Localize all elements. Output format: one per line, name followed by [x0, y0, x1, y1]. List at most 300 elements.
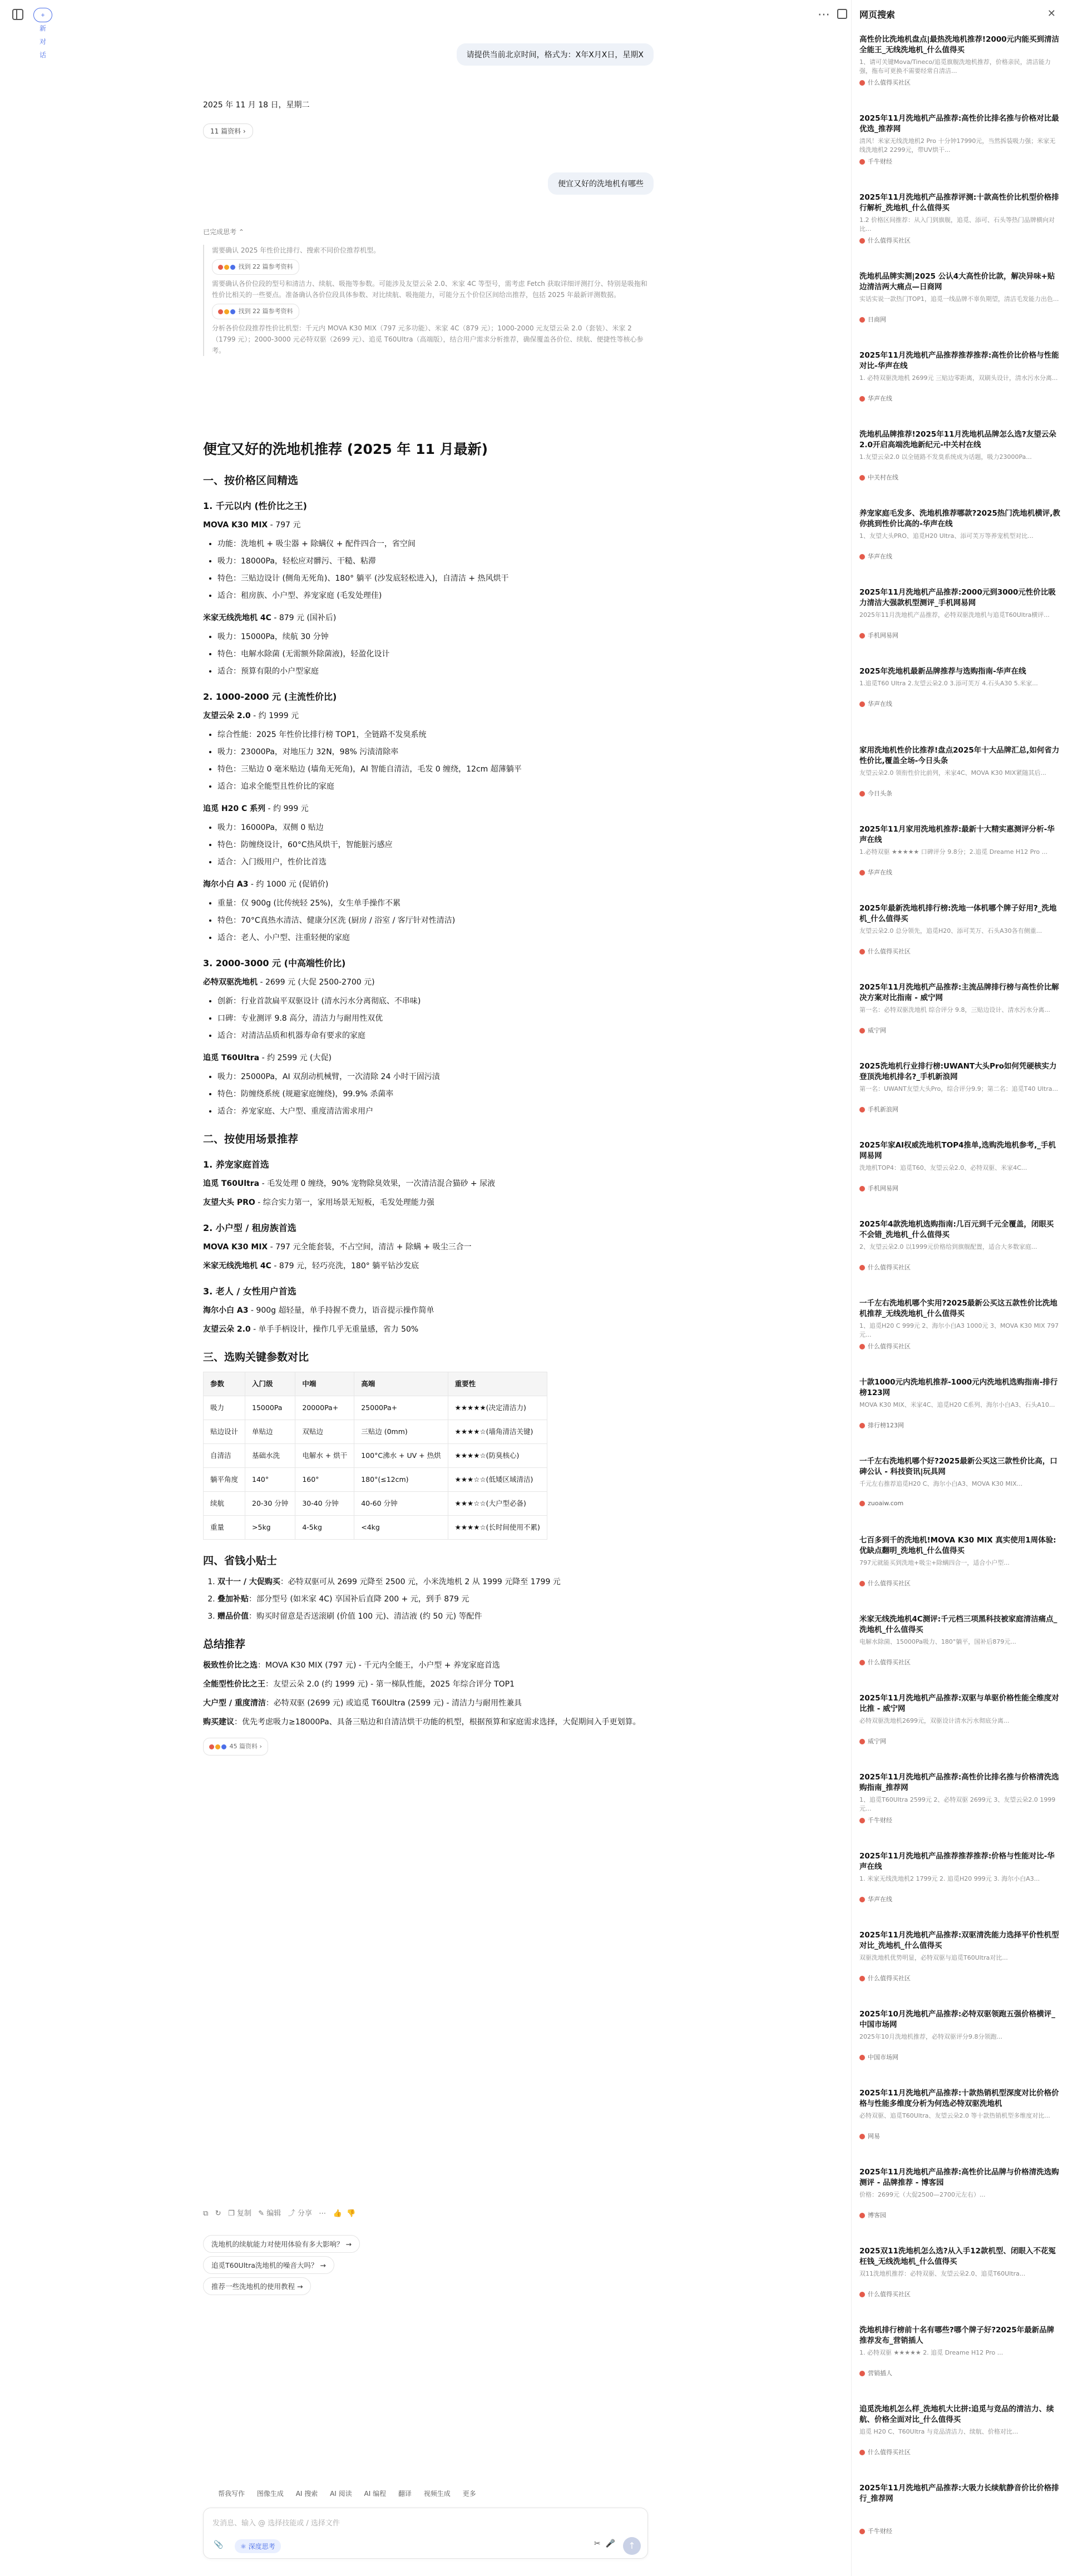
scenario-text: - 879 元，轻巧亮洗，180° 躺平钻沙发底 [271, 1262, 419, 1270]
message-input[interactable]: 发消息、输入 @ 选择技能或 / 选择文件 [212, 2519, 340, 2528]
result-title[interactable]: 2025年11月洗地机产品推荐:十款热销机型深度对比价格价格与性能多维度分析为何选必特双驱洗地机 [859, 2089, 1059, 2108]
summary-text: ：优先考虑吸力≥18000Pa、具备三贴边和自清洁烘干功能的机型，根据预算和家庭需求选择，大促期间入手更划算。 [234, 1718, 641, 1727]
feature-item: • 重量：仅 900g (比传统轻 25%)，女生单手操作不累 [217, 897, 654, 910]
share-icon: ⤴ [288, 2209, 295, 2218]
suggestion-chip[interactable] [203, 2256, 334, 2274]
summary-text: ：必特双驱 (2699 元) 或追觅 T60Ultra (2599 元) - 清洁力与耐用性兼具 [265, 1699, 522, 1708]
result-title[interactable]: 2025年4款洗地机选购指南:几百元到千元全覆盖，闭眼买不会错_洗地机_什么值得买 [859, 1220, 1054, 1239]
source-dot [218, 265, 223, 270]
thinking-text: 分析各价位段推荐性价比机型：千元内 MOVA K30 MIX（797 元多功能）、米家 4C（879 元）；1000-2000 元友望云朵 2.0（套装）、米家 2（1799 元）；2000-3000 元必特双驱（2699 元）、追觅 T60Ultra（高端版），结合用户需求分析推荐，确保覆盖各价位、续航、便捷性等核心参考。 [212, 324, 644, 354]
result-title[interactable]: 2025年11月洗地机产品推荐推荐推荐:价格与性能对比-华声在线 [859, 1852, 1055, 1871]
sources-chip[interactable]: 11 篇资料 › [203, 123, 253, 139]
product-line [203, 878, 654, 891]
scissors-icon[interactable]: ✂ [594, 2539, 601, 2548]
deep-think-toggle[interactable] [235, 2539, 281, 2553]
result-title[interactable]: 2025年11月洗地机产品推荐:高性价比排名推与价格对比最优选_推荐网 [859, 114, 1059, 134]
result-snippet: 1. 必特双驱洗地机 2699元 三贴边零距离，双刷头设计，清水污水分离... [859, 374, 1058, 382]
result-title[interactable]: 洗地机品牌实测|2025 公认4大高性价比款，解决异味+贴边清洁两大痛点—日商网 [859, 272, 1055, 291]
thinking-label: 已完成思考 [203, 228, 237, 236]
result-title[interactable]: 2025年11月洗地机产品推荐:高性价比品牌与价格清洗选购测评 - 品牌推荐 - 博客园 [859, 2168, 1059, 2187]
site-favicon-icon [859, 2213, 865, 2218]
feature-item: • 特色：三贴边设计 (侧角无死角)、180° 躺平 (沙发底轻松进入)，自清洁 + 热风烘干 [217, 572, 654, 585]
scenario-product: 友望大头 PRO [203, 1198, 255, 1207]
search-result-card[interactable] [859, 2009, 1061, 2061]
answer-body [203, 439, 654, 1759]
result-source-name: 威宁网 [868, 1027, 886, 1034]
table-header-cell: 参数 [204, 1372, 245, 1396]
result-snippet: 1、友望大头PRO、追觅H20 Ultra、添可芙万等养宠机型对比... [859, 532, 1034, 540]
section-heading: 二、按使用场景推荐 [203, 1133, 299, 1145]
feature-item: • 吸力：15000Pa，续航 30 分钟 [217, 630, 654, 644]
user-message: 便宜又好的洗地机有哪些 [548, 172, 654, 195]
result-source-name: 威宁网 [868, 1738, 886, 1745]
site-favicon-icon [859, 2134, 865, 2139]
result-title[interactable]: 洗地机品牌推荐!2025年11月洗地机品牌怎么选?友望云朵2.0开启高端洗地新纪元-中关村在线 [859, 430, 1056, 449]
table-cell: ★★★☆☆(低矮区域清洁) [448, 1468, 547, 1492]
tool-code[interactable]: AI 编程 [364, 2490, 387, 2498]
tip-item [217, 1610, 654, 1623]
tip-title: 赠品价值 [217, 1612, 249, 1621]
table-cell: 25000Pa+ [354, 1396, 448, 1420]
result-title[interactable]: 2025年家AI权威洗地机TOP4推单,选购洗地机参考,_手机网易网 [859, 1141, 1056, 1160]
result-source-name: 什么值得买社区 [868, 2449, 911, 2456]
tip-text: ：必特双驱可从 2699 元降至 2500 元，小米洗地机 2 从 1999 元降至 1799 元 [280, 1578, 561, 1586]
result-source [859, 2448, 1061, 2456]
table-row [204, 1516, 547, 1540]
result-title[interactable]: 2025洗地机行业排行榜:UWANT大头Pro如何凭硬核实力登顶洗地机排名?_手机新浪网 [859, 1062, 1057, 1081]
search-result-card[interactable] [859, 271, 1061, 324]
search-result-card[interactable] [859, 587, 1061, 640]
thinking-header[interactable]: 已完成思考 ⌃ [203, 228, 244, 236]
search-result-card[interactable] [859, 1535, 1061, 1588]
result-title[interactable]: 洗地机排行榜前十名有哪些?哪个牌子好?2025年最新品牌推荐发布_营销插人 [859, 2326, 1055, 2345]
message-composer[interactable] [203, 2508, 648, 2559]
tip-text: ：部分型号 (如米家 4C) 享国补后直降 200 + 元，到手 879 元 [249, 1595, 469, 1604]
search-result-card[interactable] [859, 903, 1061, 956]
result-title[interactable]: 2025年11月洗地机产品推荐:大吸力长续航静音价比价格排行_推荐网 [859, 2484, 1059, 2503]
table-cell: 20000Pa+ [295, 1396, 354, 1420]
sources-count-label: 45 篇资料 [229, 1743, 258, 1750]
site-favicon-icon [859, 1581, 865, 1586]
suggestion-chip[interactable] [203, 2235, 360, 2253]
more-options-icon[interactable]: ⋯ [818, 8, 830, 22]
search-result-card[interactable] [859, 1298, 1061, 1351]
scenario-line [203, 1304, 654, 1317]
result-source [859, 1895, 1061, 1903]
tip-text: ：购买时留意是否送滚刷 (价值 100 元)、清洁液 (约 50 元) 等配件 [249, 1612, 482, 1621]
result-snippet: 1、追觅T60Ultra 2599元 2、必特双驱 2699元 3、友望云朵2.0 1999元... [859, 1796, 1056, 1812]
result-title[interactable]: 2025年最新洗地机排行榜:洗地一体机哪个牌子好用?_洗地机_什么值得买 [859, 904, 1057, 923]
product-line [203, 976, 654, 989]
table-cell: 30-40 分钟 [295, 1492, 354, 1516]
site-favicon-icon [859, 1028, 865, 1034]
summary-title: 大户型 / 重度清洁 [203, 1699, 266, 1708]
result-source-name: 华声在线 [868, 700, 892, 708]
result-title[interactable]: 七百多到千的洗地机!MOVA K30 MIX 真实使用1周体验:优缺点翻明_洗地机_什么值得买 [859, 1536, 1056, 1555]
thinking-text: 需要确认各价位段的型号和清洁力、续航、吸拖等参数。可能涉及友望云朵 2.0、米家 4C 等型号，需考虑 Fetch 获取详细评测打分、特别是吸拖和性价比相关的一些要点。准备确认各价位段具体参数、对比续航、吸拖能力，可能分五个价位区间给出推荐，包括 2025 年最新评测数据。 [212, 280, 647, 299]
tool-write[interactable]: 帮我写作 [218, 2490, 245, 2498]
result-title[interactable]: 2025年11月洗地机产品推荐推荐推荐:高性价比价格与性能对比-华声在线 [859, 351, 1059, 370]
site-favicon-icon [859, 1186, 865, 1191]
tool-shortcuts [218, 2489, 486, 2498]
site-favicon-icon [859, 317, 865, 323]
product-line [203, 802, 654, 815]
table-cell: 续航 [204, 1492, 245, 1516]
result-source-name: 什么值得买社区 [868, 79, 911, 86]
feature-list [217, 897, 654, 945]
copy-button[interactable] [228, 2209, 251, 2218]
search-result-card[interactable] [859, 508, 1061, 561]
source-dot [218, 309, 223, 314]
result-source [859, 1184, 1061, 1193]
summary-line [203, 1678, 654, 1691]
feature-item: • 创新：行业首款扁平双驱设计 (清水污水分离彻底、不串味) [217, 995, 654, 1008]
table-header-row [204, 1372, 547, 1396]
share-button[interactable] [288, 2209, 312, 2218]
table-header-cell: 入门级 [245, 1372, 295, 1396]
result-source [859, 2526, 1061, 2535]
search-result-card[interactable] [859, 1851, 1061, 1903]
result-snippet: 追觅 H20 C、T60Ultra 与竞品清洁力、续航、价格对比... [859, 2428, 1018, 2435]
scenario-text: - 797 元全能套装，不占空间，清洁 + 除螨 + 吸尘三合一 [268, 1243, 472, 1252]
result-source-name: 今日头条 [868, 790, 892, 797]
feature-item: • 吸力：25000Pa，AI 双刮动机械臂，一次清除 24 小时干固污渍 [217, 1070, 654, 1084]
new-chat-label: 新对话 [39, 24, 47, 59]
result-snippet: 清风！米家无线洗地机2 Pro 十分钟17990元，当然拆装吸力强；米家无线洗地机2 2299元，带UV烘干... [859, 137, 1056, 154]
feature-item: • 特色：三贴边 0 毫米贴边 (墙角无死角)，AI 智能自清洁，毛发 0 缠绕，12cm 超薄躺平 [217, 763, 654, 776]
scenario-line [203, 1240, 654, 1254]
arrow-right-icon: → [345, 2240, 352, 2248]
result-snippet: MOVA K30 MIX、米家4C、追觅H20 C系列、海尔小白A3、石头A10... [859, 1401, 1055, 1408]
subsection-heading: 2. 小户型 / 租房族首选 [203, 1223, 296, 1233]
summary-line [203, 1659, 654, 1672]
result-snippet: 2025年11月洗地机产品推荐，必特双驱洗地机与追觅T60Ultra横评... [859, 611, 1050, 619]
panel-title: 网页搜索 [859, 9, 896, 20]
site-favicon-icon [859, 1423, 865, 1428]
search-result-card[interactable] [859, 2404, 1061, 2456]
scenario-line [203, 1323, 654, 1336]
result-snippet: 1.友望云朵2.0 以全链路不发臭系统成为话题，吸力23000Pa... [859, 453, 1032, 461]
result-snippet: 电解水除菌、15000Pa吸力、180°躺平，国补后879元... [859, 1638, 1016, 1645]
result-snippet: 2025年10月洗地机推荐，必特双驱评分9.8分领跑... [859, 2033, 1002, 2040]
suggestion-label: 洗地机的续航能力对使用体验有多大影响？ [211, 2240, 344, 2248]
result-source [859, 157, 1061, 166]
microphone-icon[interactable]: 🎤 [605, 2539, 615, 2548]
copy-icon[interactable]: ⧉ [203, 2209, 209, 2218]
result-source [859, 2053, 1061, 2061]
summary-line [203, 1697, 654, 1710]
product-line [203, 709, 654, 723]
search-result-card[interactable] [859, 2325, 1061, 2377]
result-source-name: 什么值得买社区 [868, 2291, 911, 2298]
copy-icon: ❐ [228, 2209, 235, 2218]
summary-text: ：MOVA K30 MIX (797 元) - 千元内全能王，小户型 + 养宠家庭首选 [258, 1661, 500, 1670]
result-source-name: 日商网 [868, 316, 886, 323]
site-favicon-icon [859, 1660, 865, 1665]
suggestion-chip[interactable] [203, 2277, 311, 2295]
scenario-product: MOVA K30 MIX [203, 1243, 268, 1252]
result-title[interactable]: 2025年11月洗地机产品推荐评测:十款高性价比机型价格排行解析_洗地机_什么值得买 [859, 193, 1059, 212]
tip-title: 双十一 / 大促购买 [217, 1578, 280, 1586]
result-snippet: 第一名：必特双驱洗地机 综合评分 9.8，三贴边设计、清水污水分离... [859, 1006, 1050, 1013]
subsection-heading: 3. 老人 / 女性用户首选 [203, 1286, 296, 1297]
share-label: 分享 [297, 2209, 312, 2218]
result-snippet: 实话实说一款热门TOP1，追觅一线品牌不辜负期望，清洁毛发能力出色... [859, 295, 1059, 303]
result-title[interactable]: 2025年10月洗地机产品推荐:必特双驱领跑五强价格横评_中国市场网 [859, 2010, 1056, 2029]
summary-title: 全能型性价比之王 [203, 1680, 265, 1689]
product-name: 追觅 T60Ultra [203, 1054, 260, 1062]
table-header-cell: 中端 [295, 1372, 354, 1396]
result-source-name: 中关村在线 [868, 474, 898, 481]
search-result-card[interactable] [859, 1377, 1061, 1430]
result-source-name: 什么值得买社区 [868, 1975, 911, 1982]
result-title[interactable]: 十款1000元内洗地机推荐-1000元内洗地机选购指南-排行榜123网 [859, 1378, 1058, 1397]
subsection-heading: 1. 养宠家庭首选 [203, 1159, 269, 1170]
scenario-text: - 900g 超轻量，单手持握不费力，语音提示操作简单 [248, 1306, 434, 1315]
result-title[interactable]: 高性价比洗地机盘点|最热洗地机推荐!2000元内能买到清洁全能王_无线洗地机_什么值得买 [859, 35, 1060, 55]
sources-chip-label: 11 篇资料 [210, 127, 241, 135]
search-result-card[interactable] [859, 1614, 1061, 1667]
feature-item: • 综合性能：2025 年性价比排行榜 TOP1，全链路不发臭系统 [217, 728, 654, 741]
feature-item: • 吸力：18000Pa，轻松应对髒污、干糙、粘滞 [217, 555, 654, 568]
result-source-name: 千牛财经 [868, 1817, 892, 1824]
feature-list [217, 995, 654, 1042]
scenario-product: 海尔小白 A3 [203, 1306, 249, 1315]
result-source-name: 手机网易网 [868, 1185, 898, 1192]
refresh-icon[interactable]: ↻ [215, 2209, 221, 2218]
table-cell: 20-30 分钟 [245, 1492, 295, 1516]
result-source [859, 1816, 1061, 1825]
thumbs-down-icon[interactable]: 👎 [347, 2209, 356, 2218]
result-snippet: 友望云朵2.0 总分领先，追觅H20、添可芙万、石头A30各有侧重... [859, 927, 1042, 935]
result-source [859, 1500, 1061, 1507]
product-line [203, 518, 654, 532]
feature-list [217, 537, 654, 602]
search-result-card[interactable] [859, 2167, 1061, 2219]
search-result-card[interactable] [859, 2246, 1061, 2298]
result-source-name: 博客园 [868, 2212, 886, 2219]
close-icon[interactable]: ✕ [1047, 8, 1056, 19]
search-result-card[interactable] [859, 2088, 1061, 2140]
user-message: 请提供当前北京时间，格式为：X年X月X日，星期X [457, 43, 654, 66]
feature-list [217, 821, 654, 869]
source-dot [230, 309, 235, 314]
result-snippet: 1. 米家无线洗地机2 1799元 2. 追觅H20 999元 3. 海尔小白A3... [859, 1875, 1040, 1882]
result-title[interactable]: 米家无线洗地机4C测评:千元档三项黑科技被家庭清洁痛点_洗地机_什么值得买 [859, 1615, 1057, 1634]
search-result-card[interactable] [859, 34, 1061, 87]
result-title[interactable]: 2025年11月洗地机产品推荐:双驱清洗能力选择平价性机型对比_洗地机_什么值得买 [859, 1931, 1059, 1950]
result-title[interactable]: 2025年11月家用洗地机推荐:最新十大精实惠测评分析-华声在线 [859, 825, 1055, 844]
attach-icon[interactable]: 📎 [214, 2540, 224, 2549]
feature-item: • 口碑：专业测评 9.8 高分，清洁力与耐用性双优 [217, 1012, 654, 1025]
search-result-card[interactable] [859, 350, 1061, 403]
result-snippet: 双11洗地机推荐：必特双驱、友望云朵2.0、追觅T60Ultra... [859, 2270, 1026, 2277]
search-result-card[interactable] [859, 1140, 1061, 1193]
result-snippet: 1.必特双驱 ★★★★★ 口碑评分 9.8分；2.追觅 Dreame H12 Pro ... [859, 848, 1048, 856]
source-dot [230, 265, 235, 270]
feature-list [217, 728, 654, 793]
table-cell: 4-5kg [295, 1516, 354, 1540]
result-source-name: 什么值得买社区 [868, 1659, 911, 1666]
table-cell: 140° [245, 1468, 295, 1492]
result-snippet: 洗地机TOP4：追觅T60、友望云朵2.0、必特双驱、米家4C... [859, 1164, 1027, 1171]
reference-pill-label: 找到 22 篇参考资料 [238, 263, 293, 270]
result-title[interactable]: 家用洗地机性价比推荐!盘点2025年十大品牌汇总,如何省力性价比,覆盖全场-今日头条 [859, 746, 1060, 765]
table-cell: 160° [295, 1468, 354, 1492]
tool-translate[interactable]: 翻译 [398, 2490, 412, 2498]
left-rail [0, 0, 47, 2576]
thumbs-up-icon[interactable]: 👍 [333, 2209, 342, 2218]
search-result-card[interactable] [859, 1456, 1061, 1507]
search-result-card[interactable] [859, 113, 1061, 166]
suggestion-label: 追觅T60Ultra洗地机的噪音大吗？ [211, 2261, 318, 2270]
scenario-line [203, 1196, 654, 1209]
section-heading: 三、选购关键参数对比 [203, 1351, 309, 1363]
table-header-cell: 高端 [354, 1372, 448, 1396]
web-search-panel [851, 0, 1068, 2576]
more-icon[interactable]: ⋯ [319, 2209, 327, 2218]
table-cell: ★★★★★(决定清洁力) [448, 1396, 547, 1420]
result-source [859, 1579, 1061, 1588]
feature-item: • 特色：70°C真热水清洁、健康分区洗 (厨房 / 浴室 / 客厅针对性清洁) [217, 914, 654, 927]
result-title[interactable]: 养宠家庭毛发多、洗地机推荐哪款?2025热门洗地机横评,教你挑到性价比高的-华声在线 [859, 509, 1061, 528]
result-source [859, 1105, 1061, 1114]
feature-item: • 适合：预算有限的小户型家庭 [217, 665, 654, 678]
tool-search[interactable]: AI 搜索 [295, 2490, 318, 2498]
site-favicon-icon [859, 1501, 865, 1506]
result-source [859, 1421, 1061, 1430]
panel-toggle-icon[interactable] [837, 9, 847, 19]
result-source-name: 手机网易网 [868, 632, 898, 639]
result-title[interactable]: 2025年11月洗地机产品推荐:2000元到3000元性价比吸力清洁大强款机型测评_手机网易网 [859, 588, 1056, 607]
result-source [859, 1026, 1061, 1035]
result-snippet: 价格：2699元（大促2500—2700元左右）... [859, 2191, 986, 2198]
result-source [859, 1342, 1061, 1351]
result-source-name: 中国市场网 [868, 2054, 898, 2061]
result-source [859, 473, 1061, 482]
site-favicon-icon [859, 870, 865, 876]
result-title[interactable]: 2025双11洗地机怎么选?从入手12款机型、闭眼入不花冤枉钱_无线洗地机_什么值得买 [859, 2247, 1056, 2266]
search-result-card[interactable] [859, 1693, 1061, 1746]
table-row [204, 1492, 547, 1516]
tool-video[interactable]: 视频生成 [423, 2490, 451, 2498]
result-snippet: 1、追觅H20 C 999元 2、海尔小白A3 1000元 3、MOVA K30 MIX 797元... [859, 1322, 1059, 1338]
site-favicon-icon [859, 791, 865, 797]
scenario-product: 友望云朵 2.0 [203, 1325, 251, 1334]
result-title[interactable]: 2025年洗地机最新品牌推荐与选购指南-华声在线 [859, 667, 1026, 676]
result-snippet: 1、请可关键Mova/Tineco/追觅旗舰洗地机推荐，价格亲民，清洁能力强，拖布可更换不需要经常自清洁... [859, 58, 1051, 75]
table-cell: 双贴边 [295, 1420, 354, 1444]
search-result-card[interactable] [859, 1219, 1061, 1272]
result-snippet [859, 2506, 1061, 2524]
comparison-table [203, 1372, 547, 1540]
product-price: - 约 1999 元 [250, 711, 299, 720]
feature-item: • 适合：老人、小户型、注重轻便的家庭 [217, 931, 654, 945]
edit-icon: ✎ [258, 2209, 265, 2218]
table-cell: 电解水 + 烘干 [295, 1444, 354, 1468]
result-snippet: 必特双驱洗地机2699元，双驱设计清水污水彻底分离... [859, 1717, 1010, 1724]
reference-pill[interactable] [212, 304, 299, 319]
result-source [859, 699, 1061, 708]
result-source-name: 什么值得买社区 [868, 1264, 911, 1271]
reference-pill[interactable] [212, 259, 299, 275]
site-favicon-icon [859, 1739, 865, 1744]
arrow-right-icon: → [297, 2282, 303, 2291]
new-chat-button[interactable] [33, 8, 52, 59]
scenario-product: 追觅 T60Ultra [203, 1179, 260, 1188]
chat-main [203, 0, 654, 2576]
product-name: MOVA K30 MIX [203, 521, 268, 530]
result-source [859, 947, 1061, 956]
tool-image[interactable]: 图像生成 [256, 2490, 284, 2498]
table-cell: ★★★★☆(防臭核心) [448, 1444, 547, 1468]
site-favicon-icon [859, 701, 865, 707]
search-result-card[interactable] [859, 1772, 1061, 1825]
search-result-card[interactable] [859, 982, 1061, 1035]
site-favicon-icon [859, 2055, 865, 2060]
send-button[interactable] [623, 2537, 641, 2555]
search-result-card[interactable] [859, 2483, 1061, 2535]
result-title[interactable]: 一千左右洗地机哪个实用?2025最新公买这五款性价比洗地机推荐_无线洗地机_什么值得买 [859, 1299, 1057, 1318]
message-actions [203, 2207, 355, 2218]
search-result-card[interactable] [859, 824, 1061, 877]
result-source [859, 789, 1061, 798]
arrow-right-icon: → [320, 2261, 326, 2270]
table-cell: 躺平角度 [204, 1468, 245, 1492]
sources-count-pill[interactable]: 45 篇资料 › [203, 1738, 268, 1756]
search-result-card[interactable] [859, 666, 1061, 708]
tool-read[interactable]: AI 阅读 [330, 2490, 352, 2498]
result-title[interactable]: 追觅洗地机怎么样_洗地机大比拼:追觅与竞品的清洁力、续航、价格全面对比_什么值得买 [859, 2405, 1054, 2424]
result-title[interactable]: 2025年11月洗地机产品推荐:高性价比排名推与价格清洗选购指南_推荐网 [859, 1773, 1059, 1792]
summary-title: 极致性价比之选 [203, 1661, 258, 1670]
result-source [859, 2369, 1061, 2377]
sidebar-toggle-icon[interactable] [12, 9, 23, 20]
result-source [859, 1658, 1061, 1667]
search-result-card[interactable] [859, 429, 1061, 482]
result-title[interactable]: 一千左右洗地机哪个好?2025最新公买这三款性价比高，口碑公认 - 科技资讯|玩具网 [859, 1457, 1057, 1476]
site-favicon-icon [859, 475, 865, 481]
search-result-card[interactable] [859, 1930, 1061, 1982]
result-title[interactable]: 2025年11月洗地机产品推荐:主流品牌排行榜与高性价比解决方案对比指南 - 威宁网 [859, 983, 1059, 1002]
result-source-name: 营销插人 [868, 2370, 892, 2377]
site-favicon-icon [859, 1107, 865, 1113]
scenario-text: - 综合实力第一，家用场景无短板，毛发处理能力强 [255, 1198, 434, 1207]
table-cell: >5kg [245, 1516, 295, 1540]
table-cell: ★★★★☆(长时间使用不累) [448, 1516, 547, 1540]
table-cell: 180°(≤12cm) [354, 1468, 448, 1492]
table-cell: 贴边设计 [204, 1420, 245, 1444]
scenario-text: - 单手手柄设计，操作几乎无重量感，省力 50% [250, 1325, 419, 1334]
result-source-name: 华声在线 [868, 395, 892, 402]
search-result-card[interactable] [859, 192, 1061, 245]
scenario-line [203, 1259, 654, 1273]
search-result-card[interactable] [859, 1061, 1061, 1114]
scenario-product: 米家无线洗地机 4C [203, 1262, 271, 1270]
product-name: 米家无线洗地机 4C [203, 614, 271, 622]
edit-button[interactable] [258, 2209, 281, 2218]
tool-more[interactable]: 更多 [462, 2490, 476, 2498]
feature-item: • 适合：养宠家庭、大户型、重度清洁需求用户 [217, 1105, 654, 1118]
table-cell: ★★★★☆(墙角清洁关键) [448, 1420, 547, 1444]
result-source [859, 868, 1061, 877]
result-source-name: 什么值得买社区 [868, 948, 911, 955]
site-favicon-icon [859, 2371, 865, 2376]
answer-title: 便宜又好的洗地机推荐 (2025 年 11 月最新) [203, 441, 488, 457]
site-favicon-icon [859, 949, 865, 955]
search-result-card[interactable] [859, 745, 1061, 798]
result-title[interactable]: 2025年11月洗地机产品推荐:双驱与单驱价格性能全维度对比推 - 威宁网 [859, 1694, 1059, 1713]
